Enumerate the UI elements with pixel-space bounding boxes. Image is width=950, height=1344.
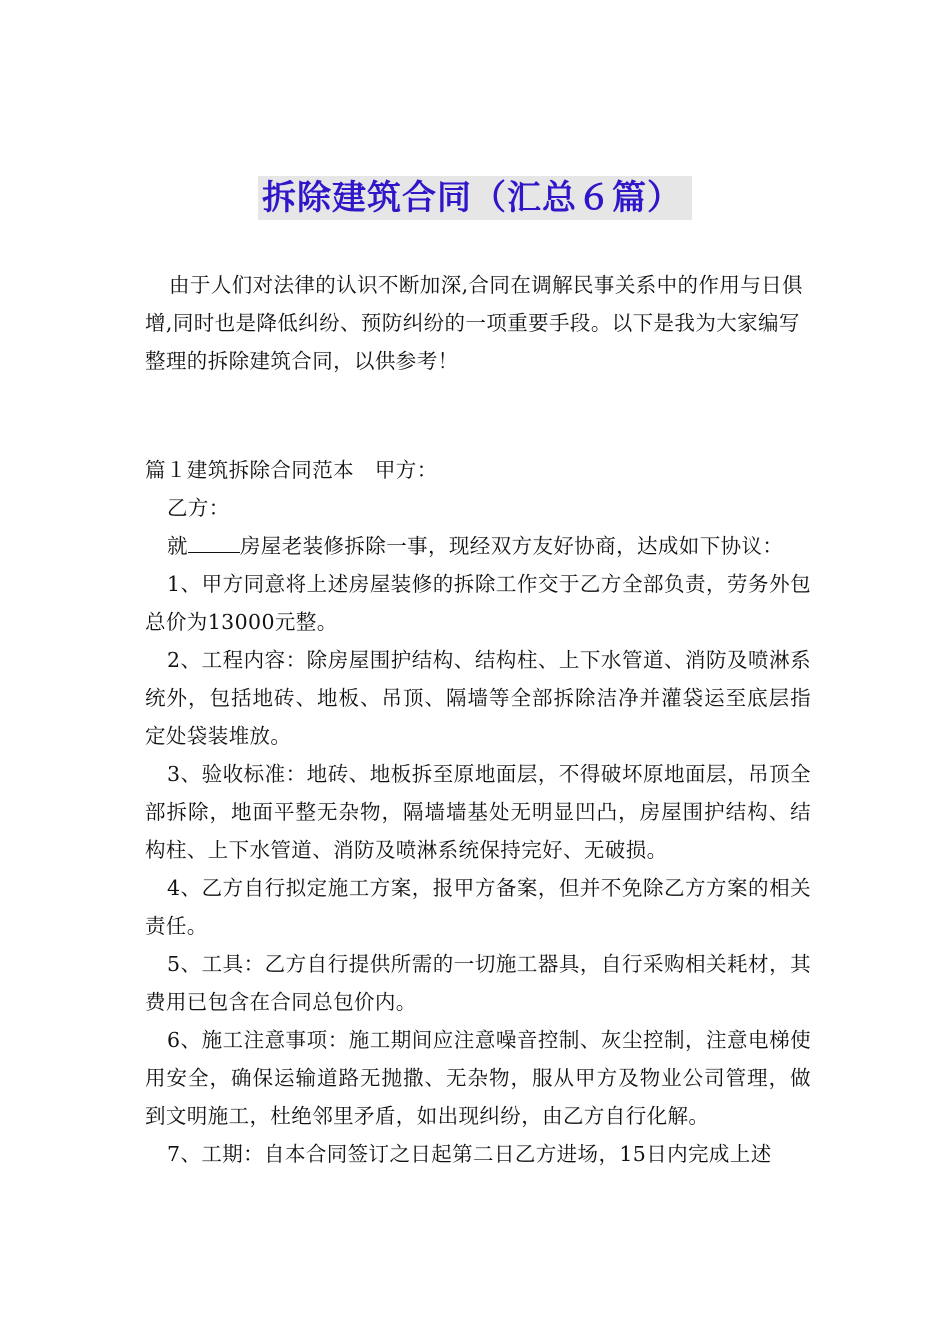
clause-5: 5、工具：乙方自行提供所需的一切施工器具，自行采购相关耗材，其费用已包含在合同总包价内。	[145, 952, 811, 1014]
section-heading: 篇１建筑拆除合同范本 甲方：	[145, 458, 438, 482]
clause-2: 2、工程内容：除房屋围护结构、结构柱、上下水管道、消防及喷淋系统外，包括地砖、地板、吊顶、隔墙等全部拆除洁净并灌袋运至底层指定处袋装堆放。	[145, 648, 811, 748]
clause-6: 6、施工注意事项：施工期间应注意噪音控制、灰尘控制，注意电梯使用安全，确保运输道路无抛撒、无杂物，服从甲方及物业公司管理，做到文明施工，杜绝邻里矛盾，如出现纠纷，由乙方自行化解。	[145, 1028, 811, 1128]
clause-1: 1、甲方同意将上述房屋装修的拆除工作交于乙方全部负责，劳务外包总价为13000元整。	[145, 572, 811, 634]
agreement-line	[145, 527, 811, 565]
agreement-prefix: 就	[167, 534, 188, 558]
blank-underline	[188, 534, 240, 553]
document-title: 拆除建筑合同（汇总６篇）	[258, 176, 692, 220]
intro-paragraph: 由于人们对法律的认识不断加深,合同在调解民事关系中的作用与日俱增,同时也是降低纠纷、预防纠纷的一项重要手段。以下是我为大家编写整理的拆除建筑合同，以供参考！	[145, 273, 803, 373]
clause-7: 7、工期：自本合同签订之日起第二日乙方进场，15日内完成上述	[167, 1142, 772, 1166]
clause-3: 3、验收标准：地砖、地板拆至原地面层，不得破坏原地面层，吊顶全部拆除，地面平整无杂物，隔墙墙基处无明显凹凸，房屋围护结构、结构柱、上下水管道、消防及喷淋系统保持完好、无破损。	[145, 762, 811, 862]
party-b-line: 乙方：	[167, 496, 230, 520]
title-block	[0, 176, 950, 220]
clause-4: 4、乙方自行拟定施工方案，报甲方备案，但并不免除乙方方案的相关责任。	[145, 876, 811, 938]
agreement-suffix: 房屋老装修拆除一事，现经双方友好协商，达成如下协议：	[239, 534, 784, 558]
contract-section	[145, 451, 811, 1173]
